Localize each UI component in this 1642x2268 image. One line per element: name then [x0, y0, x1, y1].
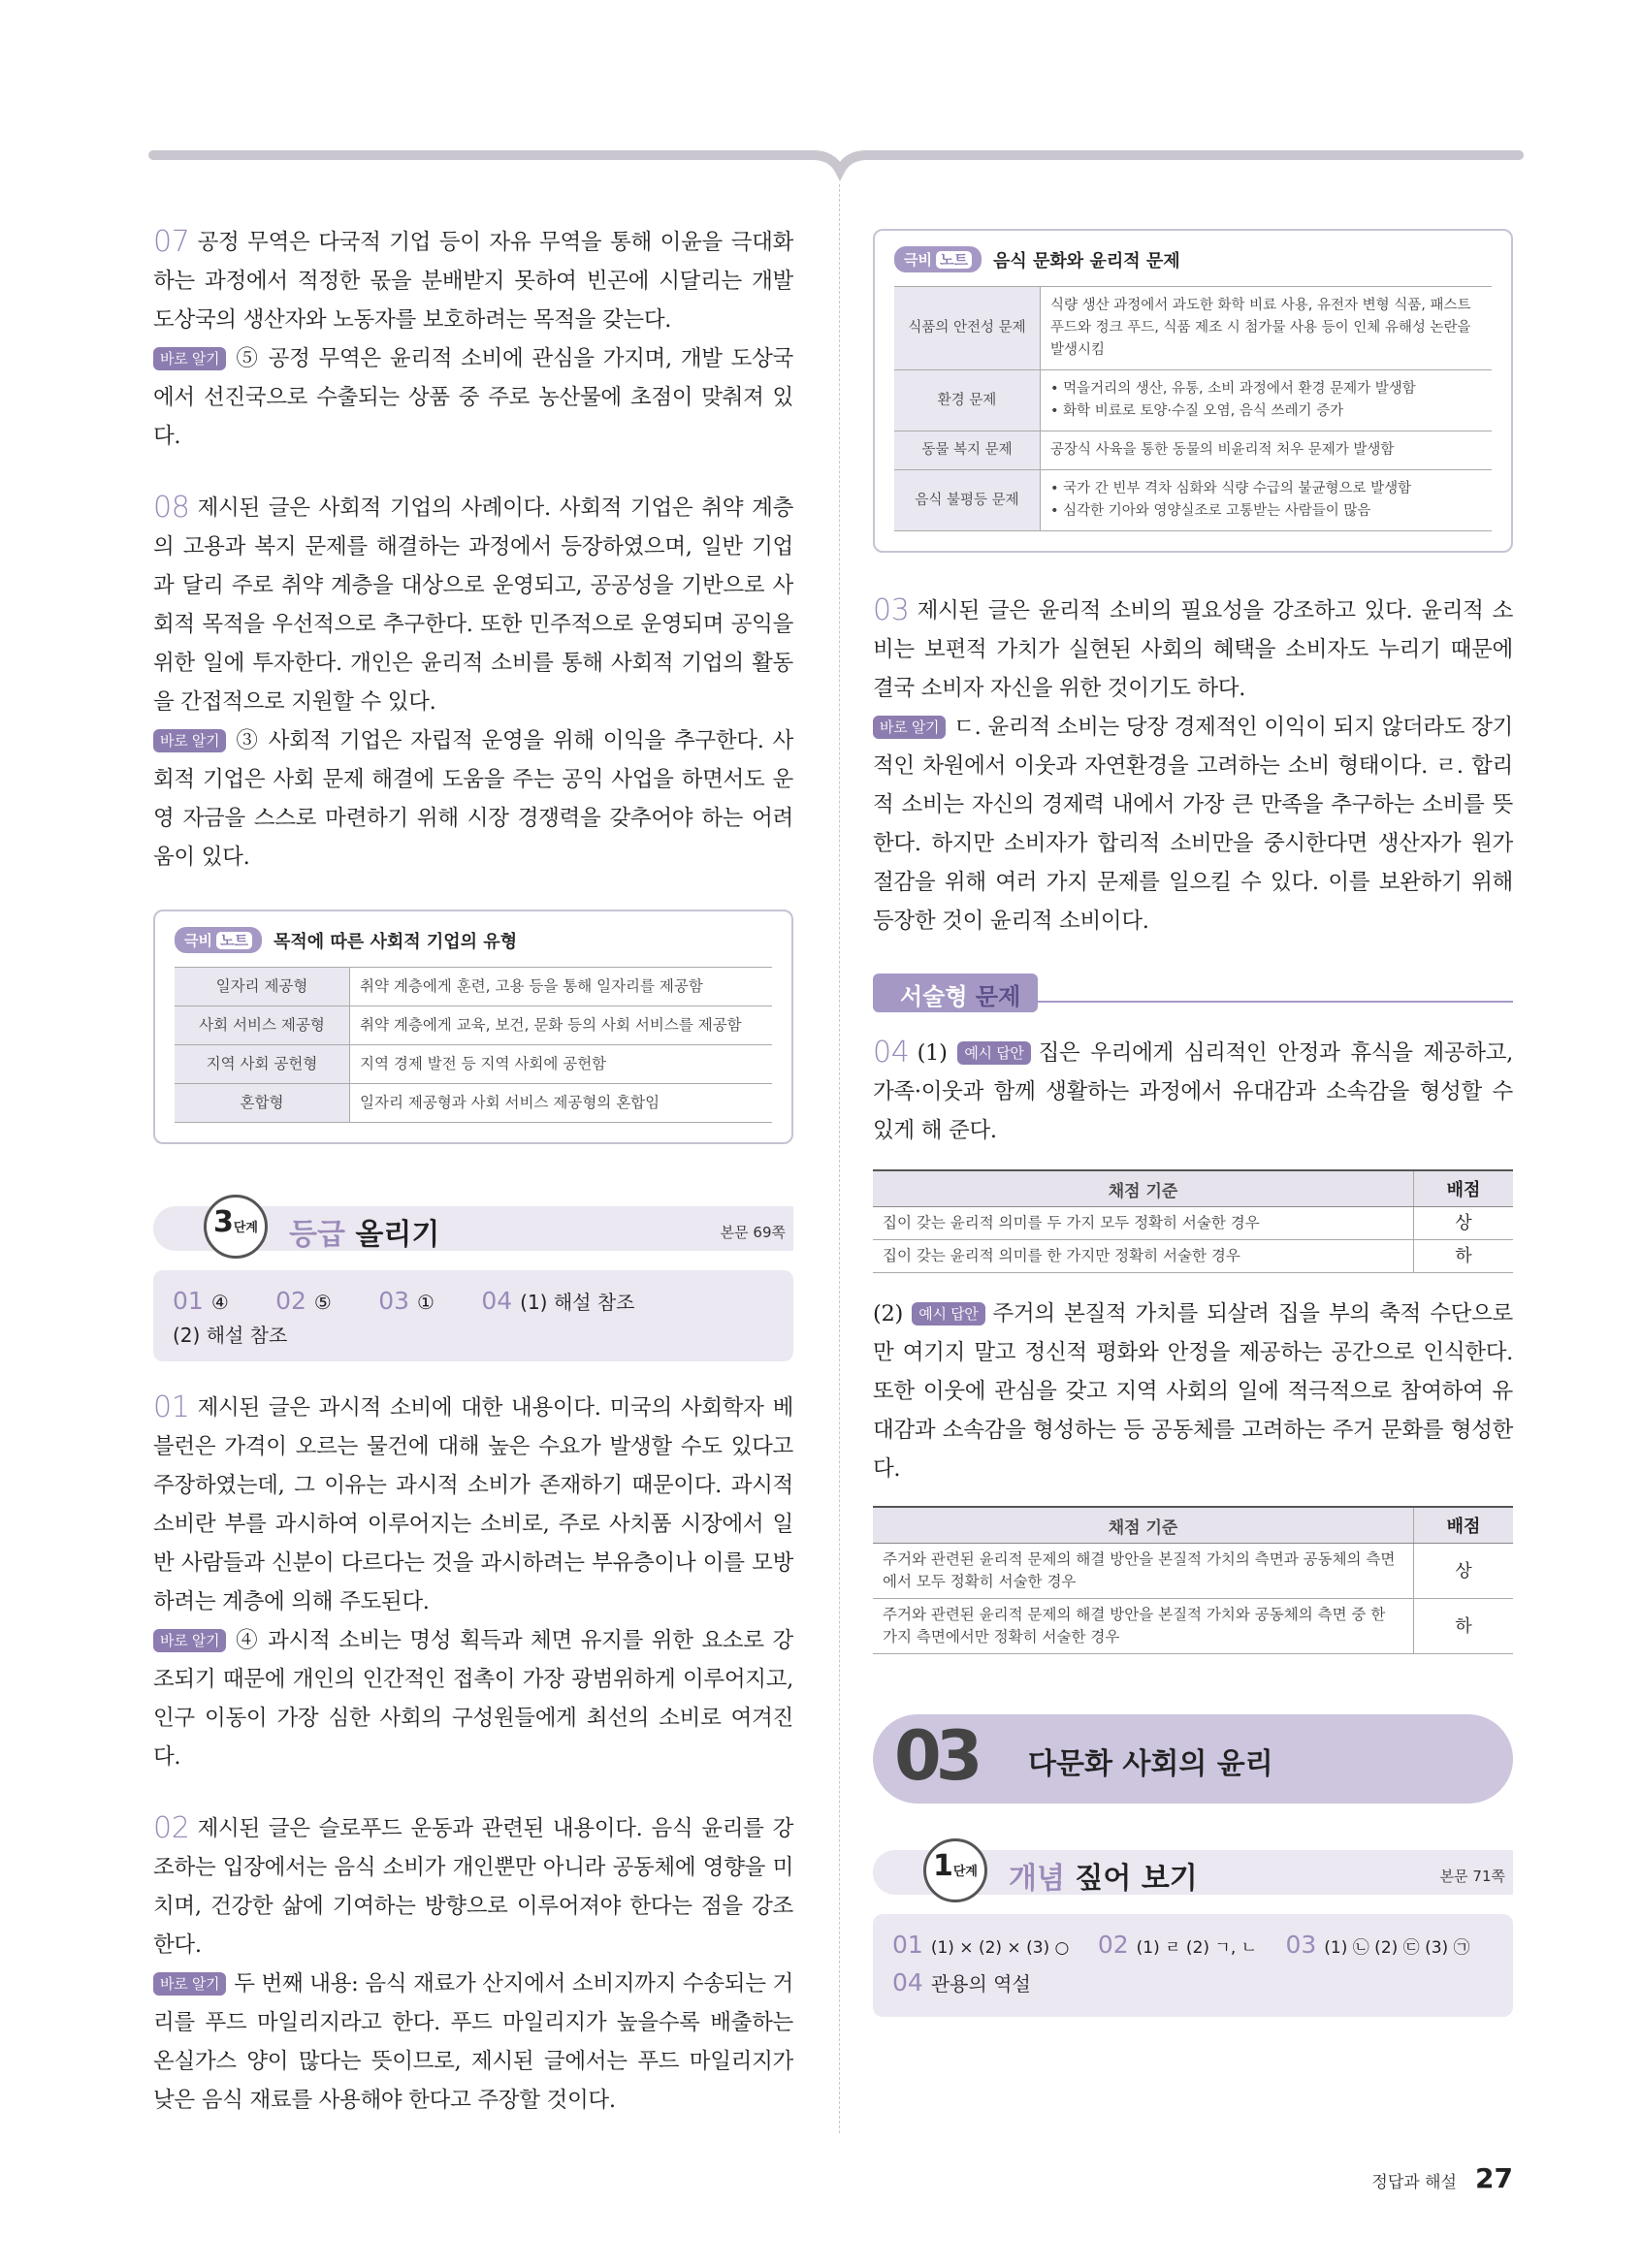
answer-03: 03 제시된 글은 윤리적 소비의 필요성을 강조하고 있다. 윤리적 소비는 보편적 가치가 실현된 사회의 혜택을 소비자도 누리기 때문에 결국 소비자 자신을 위한 것이기도 하다. 바로 알기 ㄷ. 윤리적 소비는 당장 경제적인 이익이 되지 않더라도 장기적인 차원에서 이웃과 자연환경을 고려하는 소비 형태이다. ㄹ. 합리적 소비는 자신의 경제력 내에서 가장 큰 만족을 추구하는 소비를 뜻한다. 하지만 소비자가 합리적 소비만을 중시한다면 생산자가 원가 절감을 위해 여러 가지 문제를 일으킬 수 있다. 이를 보완하기 위해 등장한 것이 윤리적 소비이다.	[873, 593, 1513, 934]
left-column	[153, 223, 793, 2153]
quick-answers	[873, 1914, 1513, 2017]
note-table	[175, 967, 772, 1123]
stage-title: 등급 올리기	[289, 1218, 440, 1252]
note-box-food-ethics	[873, 229, 1513, 553]
question-number: 04	[873, 1036, 910, 1070]
correction-tag: 바로 알기	[153, 347, 226, 370]
unit-title: 다문화 사회의 윤리	[1028, 1747, 1273, 1781]
answer-07: 07 공정 무역은 다국적 기업 등이 자유 무역을 통해 이윤을 극대화하는 과정에서 적정한 몫을 분배받지 못하여 빈곤에 시달리는 개발 도상국의 생산자와 노동자를 보호하려는 목적을 갖는다. 바로 알기 ⑤ 공정 무역은 윤리적 소비에 관심을 가지며, 개발 도상국에서 선진국으로 수출되는 상품 중 주로 농산물에 초점이 맞춰져 있다.	[153, 225, 793, 449]
note-table	[894, 286, 1492, 531]
note-title: 음식 문화와 윤리적 문제	[992, 250, 1180, 272]
top-bar	[0, 0, 1642, 184]
footer-label: 정답과 해설	[1371, 2173, 1457, 2192]
stage-badge: 1단계	[923, 1838, 987, 1902]
note-box-social-enterprise	[153, 910, 793, 1144]
scoring-table-2: 채점 기준 배점 주거와 관련된 윤리적 문제의 해결 방안을 본질적 가치의 측면과 공동체의 측면에서 모두 정확히 서술한 경우 상 주거와 관련된 윤리적 문제의 해결 방안을 본질적 가치와 공동체의 측면 중 한 가지 측면에서만 정확히 서술한 경우 하	[873, 1506, 1513, 1654]
scoring-table-1: 채점 기준 배점 집이 갖는 윤리적 의미를 두 가지 모두 정확히 서술한 경우 상 집이 갖는 윤리적 의미를 한 가지만 정확히 서술한 경우 하	[873, 1169, 1513, 1273]
answer-04-2: (2) 예시 답안 주거의 본질적 가치를 되살려 집을 부의 축적 수단으로만 여기지 말고 정신적 평화와 안정을 제공하는 공간으로 인식한다. 또한 이웃에 관심을 갖고 지역 사회의 일에 적극적으로 참여하여 유대감과 소속감을 형성하는 등 공동체를 고려하는 주거 문화를 형성한다.	[873, 1301, 1513, 1482]
table-row: 혼합형 일자리 제공형과 사회 서비스 제공형의 혼합임	[175, 1084, 772, 1123]
page-reference: 본문 69쪽	[720, 1224, 786, 1241]
right-column	[873, 229, 1513, 2017]
column-divider	[839, 184, 840, 2133]
question-number: 01	[153, 1390, 190, 1424]
page-number: 27	[1475, 2162, 1513, 2194]
quick-answer: 01 (1) × (2) × (3) ○	[892, 1931, 1070, 1959]
correction-tag: 바로 알기	[873, 716, 946, 739]
note-badge: 극비 노트	[175, 927, 262, 953]
table-row: 사회 서비스 제공형 취약 계층에게 교육, 보건, 문화 등의 사회 서비스를 제공함	[175, 1006, 772, 1045]
table-row: 음식 불평등 문제 • 국가 간 빈부 격차 심화와 식량 수급의 불균형으로 발생함 • 심각한 기아와 영양실조로 고통받는 사람들이 많음	[894, 470, 1492, 531]
correction-tag: 바로 알기	[153, 1972, 226, 1996]
quick-answer: 03 ①	[378, 1287, 435, 1315]
quick-answer: 02 (1) ㄹ (2) ㄱ, ㄴ	[1097, 1931, 1258, 1959]
answer-02: 02 제시된 글은 슬로푸드 운동과 관련된 내용이다. 음식 윤리를 강조하는 입장에서는 음식 소비가 개인뿐만 아니라 공동체에 영향을 미치며, 건강한 삶에 기여하는 방향으로 이루어져야 한다는 점을 강조한다. 바로 알기 두 번째 내용: 음식 재료가 산지에서 소비지까지 수송되는 거리를 푸드 마일리지라고 한다. 푸드 마일리지가 높을수록 배출하는 온실가스 양이 많다는 뜻이므로, 제시된 글에서는 푸드 마일리지가 낮은 음식 재료를 사용해야 한다고 주장할 것이다.	[153, 1811, 793, 2113]
answer-04-1: 04 (1) 예시 답안 집은 우리에게 심리적인 안정과 휴식을 제공하고, 가족·이웃과 함께 생활하는 과정에서 유대감과 소속감을 형성할 수 있게 해 준다.	[873, 1036, 1513, 1143]
table-row: 동물 복지 문제 공장식 사육을 통한 동물의 비윤리적 처우 문제가 발생함	[894, 431, 1492, 470]
stage-3-header	[153, 1193, 793, 1257]
correction-tag: 바로 알기	[153, 1629, 226, 1652]
essay-section-header: 서술형 문제	[873, 974, 1513, 1016]
table-row: 일자리 제공형 취약 계층에게 훈련, 고용 등을 통해 일자리를 제공함	[175, 968, 772, 1006]
quick-answer: 02 ⑤	[275, 1287, 332, 1315]
quick-answers	[153, 1270, 793, 1361]
stage-title: 개념 짚어 보기	[1009, 1862, 1198, 1896]
model-answer-tag: 예시 답안	[957, 1041, 1030, 1065]
quick-answer: 03 (1) ㉡ (2) ㉢ (3) ㉠	[1285, 1931, 1470, 1959]
note-badge: 극비 노트	[894, 246, 982, 272]
question-number: 08	[153, 491, 190, 525]
stage-badge: 3단계	[204, 1195, 268, 1259]
table-row: 주거와 관련된 윤리적 문제의 해결 방안을 본질적 가치의 측면과 공동체의 측면에서 모두 정확히 서술한 경우 상	[873, 1544, 1513, 1599]
table-row: 집이 갖는 윤리적 의미를 한 가지만 정확히 서술한 경우 하	[873, 1240, 1513, 1273]
answer-08: 08 제시된 글은 사회적 기업의 사례이다. 사회적 기업은 취약 계층의 고용과 복지 문제를 해결하는 과정에서 등장하였으며, 일반 기업과 달리 주로 취약 계층을 대상으로 운영되고, 공공성을 기반으로 사회적 목적을 우선적으로 추구한다. 또한 민주적으로 운영되며 공익을 위한 일에 투자한다. 개인은 윤리적 소비를 통해 사회적 기업의 활동을 간접적으로 지원할 수 있다. 바로 알기 ③ 사회적 기업은 자립적 운영을 위해 이익을 추구한다. 사회적 기업은 사회 문제 해결에 도움을 주는 공익 사업을 하면서도 운영 자금을 스스로 마련하기 위해 시장 경쟁력을 갖추어야 하는 어려움이 있다.	[153, 491, 793, 870]
unit-number: 03	[894, 1716, 978, 1796]
question-number: 07	[153, 225, 190, 259]
quick-answer: 01 ④	[173, 1287, 229, 1315]
unit-header	[873, 1714, 1513, 1804]
quick-answer: 04 관용의 역설	[892, 1968, 1031, 1996]
table-row: 집이 갖는 윤리적 의미를 두 가지 모두 정확히 서술한 경우 상	[873, 1207, 1513, 1240]
table-row: 환경 문제 • 먹을거리의 생산, 유통, 소비 과정에서 환경 문제가 발생함 • 화학 비료로 토양·수질 오염, 음식 쓰레기 증가	[894, 370, 1492, 431]
page-footer	[1371, 2162, 1513, 2194]
table-row: 지역 사회 공헌형 지역 경제 발전 등 지역 사회에 공헌함	[175, 1045, 772, 1084]
model-answer-tag: 예시 답안	[912, 1302, 984, 1326]
question-number: 02	[153, 1811, 190, 1845]
question-number: 03	[873, 593, 910, 627]
quick-answer: (2) 해설 참조	[173, 1324, 288, 1347]
page-reference: 본문 71쪽	[1439, 1868, 1505, 1885]
table-row: 주거와 관련된 윤리적 문제의 해결 방안을 본질적 가치와 공동체의 측면 중 한 가지 측면에서만 정확히 서술한 경우 하	[873, 1599, 1513, 1654]
stage-1-header	[873, 1837, 1513, 1901]
correction-tag: 바로 알기	[153, 729, 226, 752]
note-title: 목적에 따른 사회적 기업의 유형	[273, 931, 518, 952]
table-row: 식품의 안전성 문제 식량 생산 과정에서 과도한 화학 비료 사용, 유전자 변형 식품, 패스트푸드와 정크 푸드, 식품 제조 시 첨가물 사용 등이 인체 유해성 논란을 발생시킴	[894, 287, 1492, 370]
answer-01: 01 제시된 글은 과시적 소비에 대한 내용이다. 미국의 사회학자 베블런은 가격이 오르는 물건에 대해 높은 수요가 발생할 수도 있다고 주장하였는데, 그 이유는 과시적 소비가 존재하기 때문이다. 과시적 소비란 부를 과시하여 이루어지는 소비로, 주로 사치품 시장에서 일반 사람들과 신분이 다르다는 것을 과시하려는 부유층이나 이를 모방하려는 계층에 의해 주도된다. 바로 알기 ④ 과시적 소비는 명성 획득과 체면 유지를 위한 요소로 강조되기 때문에 개인의 인간적인 접촉이 가장 광범위하게 이루어지고, 인구 이동이 가장 심한 사회의 구성원들에게 최선의 소비로 여겨진다.	[153, 1390, 793, 1770]
quick-answer: 04 (1) 해설 참조	[481, 1287, 635, 1315]
